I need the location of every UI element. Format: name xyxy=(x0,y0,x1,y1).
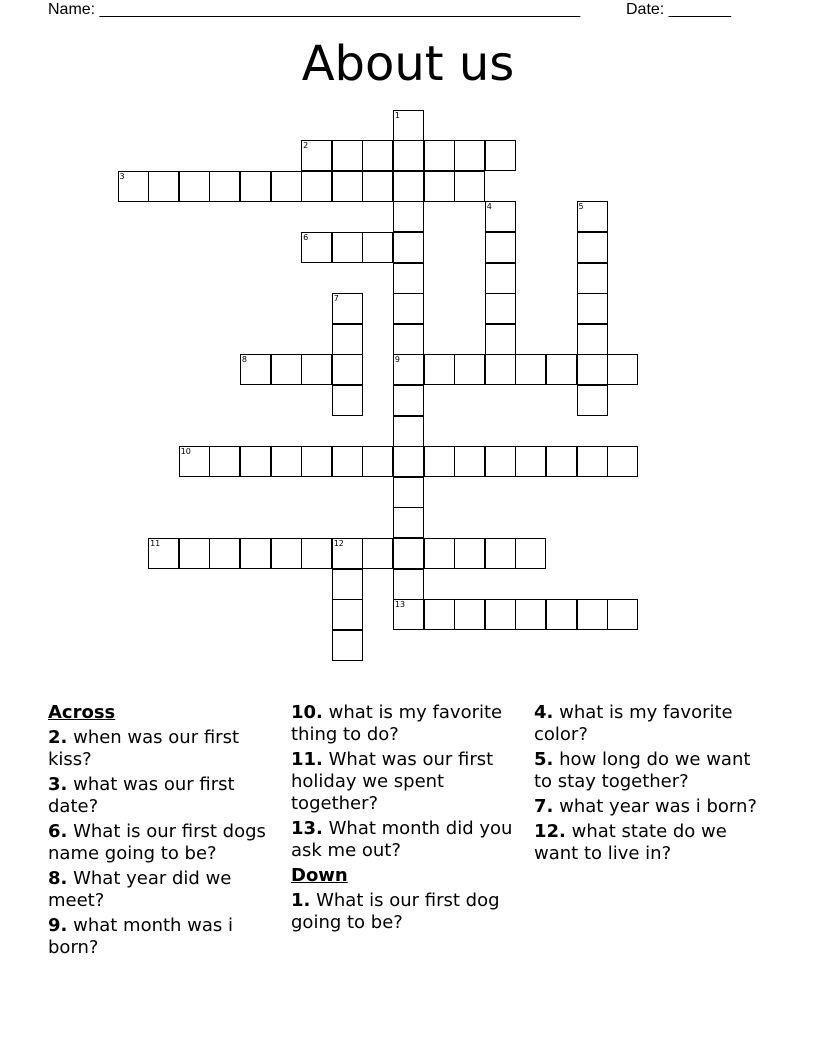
grid-cell[interactable] xyxy=(393,385,424,416)
grid-cell[interactable] xyxy=(301,140,332,171)
grid-cell[interactable] xyxy=(577,354,608,385)
clue-number: 1. xyxy=(291,890,311,911)
down-heading: Down xyxy=(291,865,348,886)
grid-cell[interactable] xyxy=(577,599,608,630)
grid-cell[interactable] xyxy=(485,201,516,232)
grid-cell[interactable] xyxy=(271,354,302,385)
grid-cell[interactable] xyxy=(577,324,608,355)
name-field[interactable]: Name: ______________________________________________________ xyxy=(48,1,581,18)
grid-cell[interactable] xyxy=(240,354,271,385)
down-clue-5 xyxy=(534,749,770,793)
cell-number: 2 xyxy=(303,141,309,151)
grid-cell[interactable] xyxy=(485,263,516,294)
grid-cell[interactable] xyxy=(454,354,485,385)
grid-cell[interactable] xyxy=(393,232,424,263)
grid-cell[interactable] xyxy=(393,324,424,355)
clue-number: 7. xyxy=(534,796,554,817)
grid-cell[interactable] xyxy=(301,354,332,385)
across-clue-13 xyxy=(291,818,527,862)
grid-cell[interactable] xyxy=(454,446,485,477)
cell-number: 6 xyxy=(303,232,309,242)
grid-cell[interactable] xyxy=(485,324,516,355)
grid-cell[interactable] xyxy=(209,446,240,477)
grid-cell[interactable] xyxy=(577,293,608,324)
clue-number: 10. xyxy=(291,702,323,723)
date-field[interactable]: Date: _______ xyxy=(626,1,731,18)
grid-cell[interactable] xyxy=(424,538,455,569)
clue-number: 11. xyxy=(291,749,323,770)
grid-cell[interactable] xyxy=(301,232,332,263)
grid-cell[interactable] xyxy=(209,171,240,202)
grid-cell[interactable] xyxy=(515,599,546,630)
grid-cell[interactable] xyxy=(148,171,179,202)
clue-text: what is my favorite color? xyxy=(534,702,733,745)
grid-cell[interactable] xyxy=(454,599,485,630)
grid-cell[interactable] xyxy=(118,171,149,202)
grid-cell[interactable] xyxy=(271,446,302,477)
grid-cell[interactable] xyxy=(301,538,332,569)
cell-number: 5 xyxy=(578,202,584,212)
across-clue-9 xyxy=(48,915,284,959)
across-clue-6 xyxy=(48,821,284,865)
grid-cell[interactable] xyxy=(424,446,455,477)
grid-cell[interactable] xyxy=(271,171,302,202)
grid-cell[interactable] xyxy=(485,599,516,630)
grid-cell[interactable] xyxy=(393,354,424,385)
grid-cell[interactable] xyxy=(424,599,455,630)
grid-cell[interactable] xyxy=(485,140,516,171)
grid-cell[interactable] xyxy=(332,569,363,600)
grid-cell[interactable] xyxy=(607,599,638,630)
across-heading: Across xyxy=(48,702,116,723)
clue-text: What is our first dog going to be? xyxy=(291,890,500,933)
grid-cell[interactable] xyxy=(179,446,210,477)
grid-cell[interactable] xyxy=(393,263,424,294)
grid-cell[interactable] xyxy=(607,354,638,385)
grid-cell[interactable] xyxy=(301,446,332,477)
clue-number: 8. xyxy=(48,868,68,889)
clue-text: What year did we meet? xyxy=(48,868,232,911)
grid-cell[interactable] xyxy=(332,140,363,171)
grid-cell[interactable] xyxy=(577,385,608,416)
clue-number: 3. xyxy=(48,774,68,795)
grid-cell[interactable] xyxy=(485,538,516,569)
down-clue-12 xyxy=(534,821,770,865)
grid-cell[interactable] xyxy=(209,538,240,569)
grid-cell[interactable] xyxy=(424,140,455,171)
grid-cell[interactable] xyxy=(577,263,608,294)
grid-cell[interactable] xyxy=(362,140,393,171)
grid-cell[interactable] xyxy=(485,293,516,324)
grid-cell[interactable] xyxy=(454,171,485,202)
cell-number: 13 xyxy=(394,600,406,610)
cell-number: 8 xyxy=(241,355,247,365)
grid-cell[interactable] xyxy=(393,477,424,508)
grid-cell[interactable] xyxy=(332,446,363,477)
clue-number: 6. xyxy=(48,821,68,842)
grid-cell[interactable] xyxy=(332,538,363,569)
grid-cell[interactable] xyxy=(393,446,424,477)
grid-cell[interactable] xyxy=(515,354,546,385)
clue-text: when was our first kiss? xyxy=(48,727,239,770)
puzzle-title: About us xyxy=(301,36,515,92)
clue-column-1 xyxy=(48,702,284,962)
across-clue-3 xyxy=(48,774,284,818)
grid-cell[interactable] xyxy=(240,171,271,202)
grid-cell[interactable] xyxy=(362,538,393,569)
grid-cell[interactable] xyxy=(301,171,332,202)
clue-column-3 xyxy=(534,702,770,868)
grid-cell[interactable] xyxy=(393,507,424,538)
clue-text: what was our first date? xyxy=(48,774,235,817)
clue-text: what year was i born? xyxy=(553,796,757,817)
grid-cell[interactable] xyxy=(454,140,485,171)
cell-number: 1 xyxy=(394,110,400,120)
grid-cell[interactable] xyxy=(179,171,210,202)
grid-cell[interactable] xyxy=(332,232,363,263)
grid-cell[interactable] xyxy=(577,201,608,232)
grid-cell[interactable] xyxy=(240,446,271,477)
grid-cell[interactable] xyxy=(393,110,424,141)
grid-cell[interactable] xyxy=(515,538,546,569)
grid-cell[interactable] xyxy=(271,538,302,569)
grid-cell[interactable] xyxy=(515,446,546,477)
across-clue-8 xyxy=(48,868,284,912)
clue-text: what state do we want to live in? xyxy=(534,821,727,864)
grid-cell[interactable] xyxy=(332,293,363,324)
grid-cell[interactable] xyxy=(454,538,485,569)
cell-number: 4 xyxy=(486,202,492,212)
cell-number: 12 xyxy=(333,538,344,548)
grid-cell[interactable] xyxy=(393,201,424,232)
down-clue-1 xyxy=(291,890,527,934)
across-clue-11 xyxy=(291,749,527,815)
grid-cell[interactable] xyxy=(485,446,516,477)
clue-text: What is our first dogs name going to be? xyxy=(48,821,266,864)
clue-text: What was our first holiday we spent together? xyxy=(291,749,494,814)
grid-cell[interactable] xyxy=(546,446,577,477)
cell-number: 10 xyxy=(180,447,191,457)
grid-cell[interactable] xyxy=(393,140,424,171)
cell-number: 11 xyxy=(150,538,161,548)
grid-cell[interactable] xyxy=(393,538,424,569)
grid-cell[interactable] xyxy=(179,538,210,569)
cell-number: 9 xyxy=(394,355,400,365)
across-clue-2 xyxy=(48,727,284,771)
grid-cell[interactable] xyxy=(362,232,393,263)
grid-cell[interactable] xyxy=(393,569,424,600)
clue-number: 13. xyxy=(291,818,323,839)
grid-cell[interactable] xyxy=(577,232,608,263)
grid-cell[interactable] xyxy=(577,446,608,477)
grid-cell[interactable] xyxy=(485,232,516,263)
grid-cell[interactable] xyxy=(607,446,638,477)
grid-cell[interactable] xyxy=(240,538,271,569)
clue-text: what month was i born? xyxy=(48,915,234,958)
grid-cell[interactable] xyxy=(393,171,424,202)
grid-cell[interactable] xyxy=(362,446,393,477)
grid-cell[interactable] xyxy=(393,293,424,324)
clue-number: 12. xyxy=(534,821,566,842)
grid-cell[interactable] xyxy=(332,171,363,202)
clue-number: 2. xyxy=(48,727,68,748)
clue-text: how long do we want to stay together? xyxy=(534,749,751,792)
grid-cell[interactable] xyxy=(393,599,424,630)
clue-number: 4. xyxy=(534,702,554,723)
grid-cell[interactable] xyxy=(148,538,179,569)
grid-cell[interactable] xyxy=(424,171,455,202)
grid-cell[interactable] xyxy=(546,599,577,630)
grid-cell[interactable] xyxy=(393,416,424,447)
grid-cell[interactable] xyxy=(332,324,363,355)
grid-cell[interactable] xyxy=(362,171,393,202)
grid-cell[interactable] xyxy=(332,385,363,416)
cell-number: 7 xyxy=(333,294,339,304)
grid-cell[interactable] xyxy=(485,354,516,385)
clue-number: 5. xyxy=(534,749,554,770)
clue-column-2 xyxy=(291,702,527,937)
grid-cell[interactable] xyxy=(332,354,363,385)
grid-cell[interactable] xyxy=(332,630,363,661)
across-clue-10 xyxy=(291,702,527,746)
cell-number: 3 xyxy=(119,171,125,181)
down-clue-4 xyxy=(534,702,770,746)
clue-text: what is my favorite thing to do? xyxy=(291,702,503,745)
grid-cell[interactable] xyxy=(332,599,363,630)
clue-number: 9. xyxy=(48,915,68,936)
clue-text: What month did you ask me out? xyxy=(291,818,513,861)
grid-cell[interactable] xyxy=(546,354,577,385)
grid-cell[interactable] xyxy=(424,354,455,385)
down-clue-7 xyxy=(534,796,770,818)
